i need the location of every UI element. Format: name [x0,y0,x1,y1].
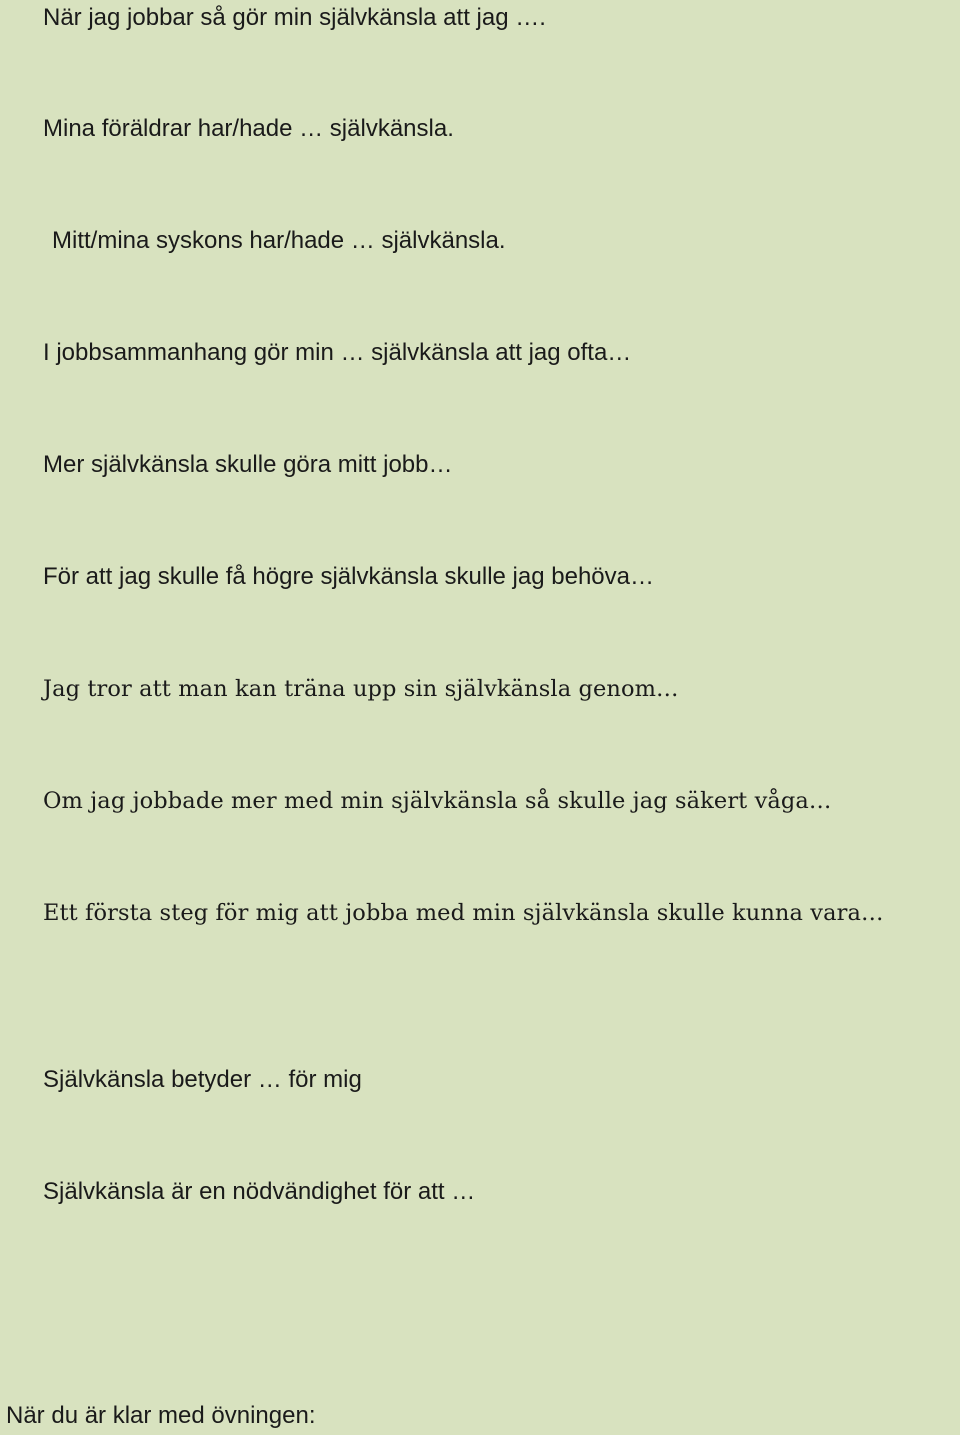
prompt-7: Jag tror att man kan träna upp sin självkänsla genom… [43,676,679,702]
prompt-1: När jag jobbar så gör min självkänsla att jag …. [43,4,546,31]
prompt-10: Självkänsla betyder … för mig [43,1066,362,1093]
prompt-9: Ett första steg för mig att jobba med min självkänsla skulle kunna vara… [43,900,884,926]
footer-heading: När du är klar med övningen: [6,1402,316,1429]
prompt-11: Självkänsla är en nödvändighet för att … [43,1178,476,1205]
prompt-3: Mitt/mina syskons har/hade … självkänsla. [52,227,506,254]
prompt-4: I jobbsammanhang gör min … självkänsla att jag ofta… [43,339,632,366]
prompt-6: För att jag skulle få högre självkänsla skulle jag behöva… [43,563,654,590]
prompt-8: Om jag jobbade mer med min självkänsla så skulle jag säkert våga… [43,788,832,814]
prompt-5: Mer självkänsla skulle göra mitt jobb… [43,451,453,478]
prompt-2: Mina föräldrar har/hade … självkänsla. [43,115,454,142]
